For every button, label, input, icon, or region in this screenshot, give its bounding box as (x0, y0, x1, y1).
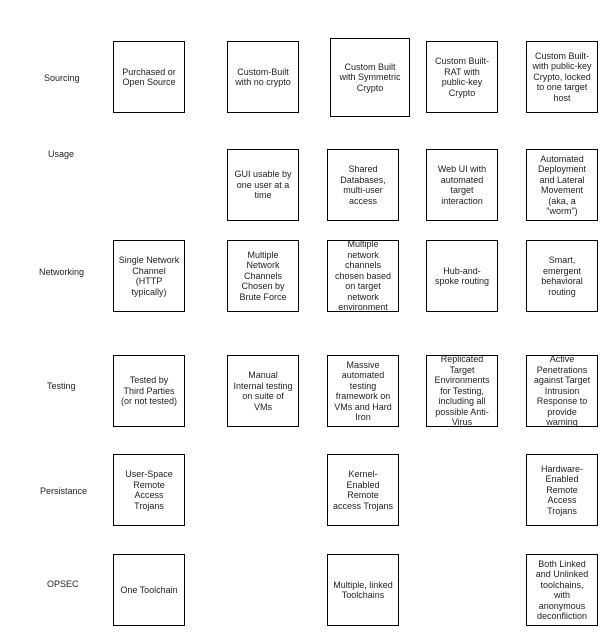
row-label-testing: Testing (47, 381, 76, 391)
box-usage-gui-single-user (227, 149, 299, 221)
box-opsec-multiple-linked (327, 554, 399, 626)
box-networking-hub-and-spoke (426, 240, 498, 312)
row-label-usage: Usage (48, 149, 75, 159)
box-networking-single-channel (113, 240, 185, 312)
box-text: Massive automated testing framework on VMs and Hard Iron (334, 359, 392, 422)
box-testing-third-parties (113, 355, 185, 427)
box-text: Tested by Third Parties (or not tested) (120, 375, 178, 407)
row-label-persistance: Persistance (40, 486, 88, 496)
row-label-sourcing: Sourcing (44, 73, 80, 83)
box-text: Web UI with automated target interaction (437, 164, 487, 206)
box-sourcing-purchased-open-source (113, 41, 185, 113)
box-testing-massive-automated (327, 355, 399, 427)
box-opsec-linked-and-unlinked (526, 554, 598, 626)
box-text: Kernel- Enabled Remote access Trojans (332, 469, 394, 511)
box-sourcing-rat-public-key (426, 41, 498, 113)
box-persistance-user-space (113, 454, 185, 526)
box-text: GUI usable by one user at a time (234, 169, 292, 201)
box-sourcing-public-key-locked (526, 41, 598, 113)
box-text: Shared Databases, multi-user access (340, 164, 386, 206)
box-usage-shared-databases (327, 149, 399, 221)
box-text: Active Penetrations against Target Intrusion Response to provide warning (533, 354, 591, 428)
box-text: Hardware- Enabled Remote Access Trojans (540, 463, 583, 516)
box-text: Both Linked and Unlinked toolchains, with anonymous deconfliction (535, 558, 589, 621)
box-text: Multiple network channels chosen based on target network environment (334, 239, 392, 313)
box-testing-active-penetrations (526, 355, 598, 427)
box-text: Custom-Built with no crypto (235, 66, 291, 87)
row-label-opsec: OPSEC (47, 579, 79, 589)
box-networking-smart-routing (526, 240, 598, 312)
box-text: One Toolchain (120, 584, 178, 595)
box-testing-manual-internal (227, 355, 299, 427)
box-persistance-hardware-enabled (526, 454, 598, 526)
box-sourcing-symmetric-crypto (330, 38, 410, 117)
box-text: Manual Internal testing on suite of VMs (233, 370, 293, 412)
box-text: User-Space Remote Access Trojans (125, 469, 173, 511)
box-opsec-one-toolchain (113, 554, 185, 626)
box-testing-replicated-environments (426, 355, 498, 427)
box-text: Custom Built with Symmetric Crypto (339, 61, 401, 93)
box-text: Purchased or Open Source (122, 66, 176, 87)
box-text: Custom Built- with public-key Crypto, locked to one target host (532, 50, 592, 103)
box-text: Hub-and- spoke routing (434, 265, 490, 286)
box-networking-environment-based (327, 240, 399, 312)
box-text: Multiple, linked Toolchains (333, 579, 393, 600)
box-text: Multiple Network Channels Chosen by Brute Force (239, 249, 287, 302)
box-persistance-kernel-enabled (327, 454, 399, 526)
row-label-networking: Networking (39, 267, 85, 277)
box-usage-automated-worm (526, 149, 598, 221)
box-text: Custom Built- RAT with public-key Crypto (434, 56, 489, 98)
box-usage-web-ui (426, 149, 498, 221)
box-sourcing-custom-no-crypto (227, 41, 299, 113)
box-text: Smart, emergent behavioral routing (541, 255, 583, 297)
box-text: Replicated Target Environments for Testing, including all possible Anti- Virus (434, 354, 490, 428)
box-text: Automated Deployment and Lateral Movement (aka, a "worm") (537, 153, 587, 216)
box-text: Single Network Channel (HTTP typically) (118, 255, 180, 297)
box-networking-brute-force (227, 240, 299, 312)
